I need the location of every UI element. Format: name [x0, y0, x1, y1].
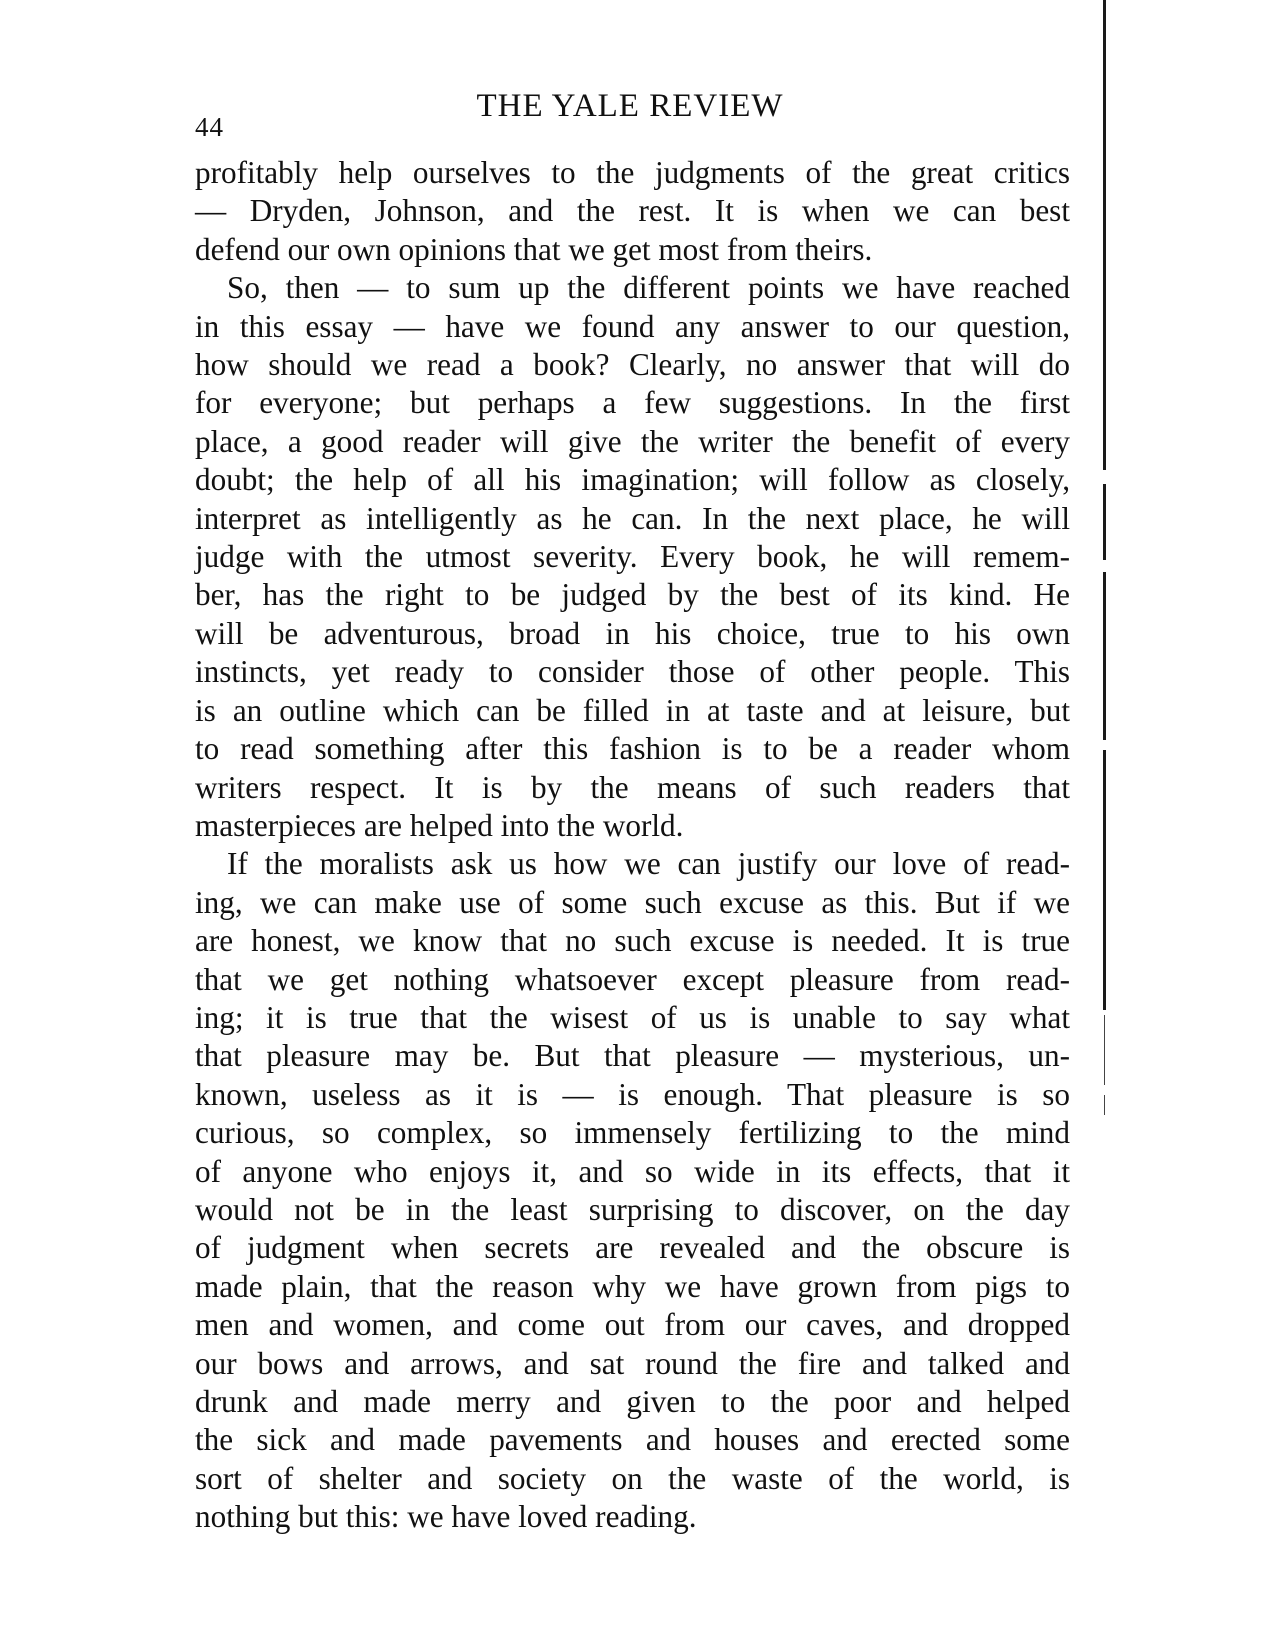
text-line: instincts, yet ready to consider those of other people. This [195, 654, 1070, 690]
text-line: ber, has the right to be judged by the best of its kind. He [195, 577, 1070, 613]
text-line: our bows and arrows, and sat round the fire and talked and [195, 1345, 1070, 1381]
text-line: interpret as intelligently as he can. In the next place, he will [195, 500, 1070, 536]
text-line: made plain, that the reason why we have grown from pigs to [195, 1268, 1070, 1304]
body-text [195, 154, 1070, 1537]
text-line: profitably help ourselves to the judgments of the great critics [195, 155, 1070, 190]
text-line: will be adventurous, broad in his choice, true to his own [195, 615, 1070, 651]
page-edge-gap [1103, 560, 1106, 572]
running-title: THE YALE REVIEW [476, 88, 784, 124]
page-edge-gap [1103, 740, 1106, 750]
text-line: how should we read a book? Clearly, no answer that will do [195, 347, 1070, 383]
paragraph [195, 154, 1070, 269]
text-line: doubt; the help of all his imagination; will follow as closely, [195, 462, 1070, 498]
text-line: writers respect. It is by the means of such readers that [195, 769, 1070, 805]
text-line: are honest, we know that no such excuse is needed. It is true [195, 923, 1070, 959]
text-line: men and women, and come out from our caves, and dropped [195, 1307, 1070, 1343]
text-line: of judgment when secrets are revealed and the obscure is [195, 1230, 1070, 1266]
text-line: the sick and made pavements and houses and erected some [195, 1422, 1070, 1458]
text-line: ing, we can make use of some such excuse as this. But if we [195, 884, 1070, 920]
text-line: place, a good reader will give the writer the benefit of every [195, 423, 1070, 459]
paragraph [195, 269, 1070, 845]
page-edge-gap [1103, 470, 1106, 484]
text-line: curious, so complex, so immensely fertilizing to the mind [195, 1115, 1070, 1151]
text-line: judge with the utmost severity. Every book, he will remem- [195, 539, 1070, 575]
text-line: in this essay — have we found any answer to our question, [195, 308, 1070, 344]
page-number: 44 [195, 112, 224, 142]
text-line: that pleasure may be. But that pleasure — mysterious, un- [195, 1038, 1070, 1074]
page-edge-tick [1104, 1095, 1105, 1115]
text-line: ing; it is true that the wisest of us is unable to say what [195, 999, 1070, 1035]
text-line: So, then — to sum up the different points we have reached [227, 270, 1070, 306]
running-head [195, 88, 1065, 142]
text-line: to read something after this fashion is to be a reader whom [195, 731, 1070, 767]
text-line: sort of shelter and society on the waste of the world, is [195, 1460, 1070, 1496]
text-line: of anyone who enjoys it, and so wide in its effects, that it [195, 1153, 1070, 1189]
text-line: masterpieces are helped into the world. [195, 807, 684, 843]
text-line: If the moralists ask us how we can justify our love of read- [227, 846, 1070, 882]
text-line: is an outline which can be filled in at taste and at leisure, but [195, 692, 1070, 728]
text-line: for everyone; but perhaps a few suggestions. In the first [195, 385, 1070, 421]
page-edge-line [1103, 0, 1106, 1010]
page-edge-tick [1104, 1015, 1105, 1085]
text-line: would not be in the least surprising to discover, on the day [195, 1191, 1070, 1227]
text-line: drunk and made merry and given to the poor and helped [195, 1384, 1070, 1419]
text-line: defend our own opinions that we get most from theirs. [195, 231, 873, 267]
paragraph [195, 845, 1070, 1536]
text-line: known, useless as it is — is enough. That pleasure is so [195, 1076, 1070, 1112]
text-line: nothing but this: we have loved reading. [195, 1499, 697, 1535]
text-line: — Dryden, Johnson, and the rest. It is when we can best [195, 193, 1070, 229]
text-line: that we get nothing whatsoever except pleasure from read- [195, 961, 1070, 997]
